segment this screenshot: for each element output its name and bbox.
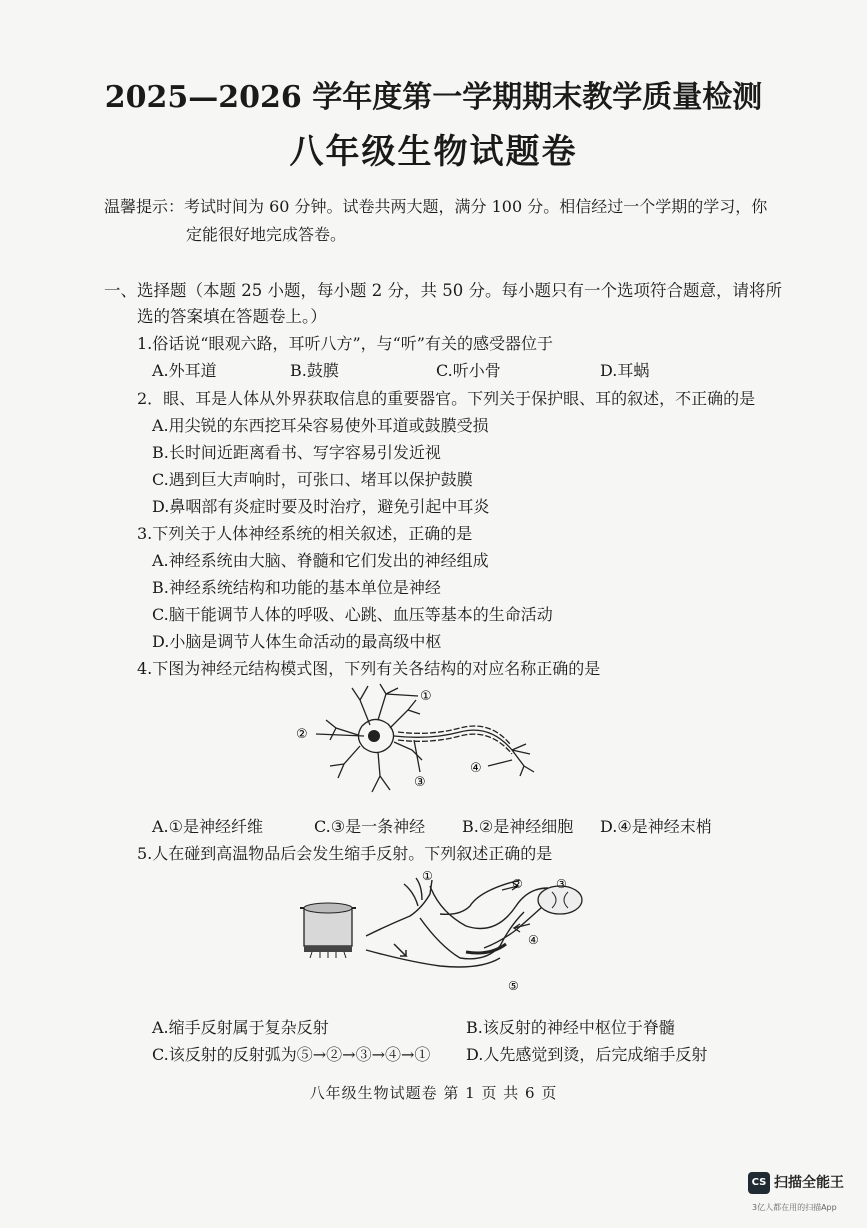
scanner-tagline: 3亿人都在用的扫描App (752, 1203, 837, 1212)
leader-line (414, 740, 420, 772)
question-5-stem: 5.人在碰到高温物品后会发生缩手反射。下列叙述正确的是 (137, 844, 553, 863)
section-heading-line-2: 选的答案填在答题卷上。） (137, 307, 327, 326)
question-5-option-b: B.该反射的神经中枢位于脊髓 (466, 1018, 675, 1037)
neuron-diagram (290, 680, 550, 800)
withdraw-arrow (394, 944, 406, 956)
upper-arm (440, 880, 520, 914)
question-4-option-d: D.④是神经末梢 (600, 817, 712, 836)
question-5-option-c: C.该反射的反射弧为⑤→②→③→④→① (152, 1045, 431, 1064)
question-1-option-a: A.外耳道 (152, 361, 217, 380)
neuron-label-1: ① (420, 689, 432, 704)
question-3-option-d: D.小脑是调节人体生命活动的最高级中枢 (152, 632, 442, 651)
question-2-option-d: D.鼻咽部有炎症时要及时治疗，避免引起中耳炎 (152, 497, 490, 516)
leader-line (386, 694, 418, 696)
dendrite (372, 752, 390, 792)
neuron-label-4: ④ (470, 761, 482, 776)
nucleus (368, 730, 380, 742)
question-2-option-c: C.遇到巨大声响时，可张口、堵耳以保护鼓膜 (152, 470, 473, 489)
question-2-option-a: A.用尖锐的东西挖耳朵容易使外耳道或鼓膜受损 (152, 416, 489, 435)
reflex-label-2: ② (512, 877, 523, 891)
leader-line (488, 760, 512, 766)
notice-line-1: 温馨提示：考试时间为 60 分钟。试卷共两大题，满分 100 分。相信经过一个学期的学习，你 (104, 197, 768, 216)
sensory-nerve (430, 886, 548, 929)
reflex-label-1: ① (422, 869, 433, 883)
question-1-option-c: C.听小骨 (436, 361, 501, 380)
question-5-option-d: D.人先感觉到烫，后完成缩手反射 (466, 1045, 708, 1064)
question-3-option-a: A.神经系统由大脑、脊髓和它们发出的神经组成 (152, 551, 489, 570)
reflex-label-3: ③ (556, 877, 567, 891)
question-4-option-a: A.①是神经纤维 (152, 817, 263, 836)
forearm (420, 918, 460, 958)
dendrite (352, 686, 370, 725)
question-4-option-c: C.③是一条神经 (314, 817, 426, 836)
hot-pot (300, 903, 356, 958)
exam-subtitle: 八年级生物试题卷 (289, 132, 578, 172)
neuron-label-3: ③ (414, 775, 426, 790)
question-1-stem: 1.俗话说“眼观六路，耳听八方”，与“听”有关的感受器位于 (137, 334, 553, 353)
reflex-label-5: ⑤ (508, 979, 519, 993)
question-1-option-d: D.耳蜗 (600, 361, 650, 380)
section-heading-line-1: 一、选择题（本题 25 小题，每小题 2 分，共 50 分。每小题只有一个选项符合题意，请将所 (104, 281, 782, 300)
dendrite (378, 684, 398, 720)
exam-title: 2025—2026 学年度第一学期期末教学质量检测 (104, 80, 763, 115)
dendrite (330, 746, 360, 778)
hand (366, 880, 432, 936)
page-footer: 八年级生物试题卷 第 1 页 共 6 页 (309, 1084, 558, 1102)
question-3-option-b: B.神经系统结构和功能的基本单位是神经 (152, 578, 441, 597)
question-1-option-b: B.鼓膜 (290, 361, 339, 380)
reflex-arc-diagram (290, 866, 590, 996)
neuron-label-2: ② (296, 727, 308, 742)
question-4-stem: 4.下图为神经元结构模式图，下列有关各结构的对应名称正确的是 (137, 659, 601, 678)
question-4-option-b: B.②是神经细胞 (462, 817, 574, 836)
hand (404, 878, 422, 906)
dendrite (390, 700, 420, 728)
question-5-option-a: A.缩手反射属于复杂反射 (152, 1018, 329, 1037)
question-3-option-c: C.脑干能调节人体的呼吸、心跳、血压等基本的生命活动 (152, 605, 553, 624)
reflex-label-4: ④ (528, 933, 539, 947)
question-3-stem: 3.下列关于人体神经系统的相关叙述，正确的是 (137, 524, 473, 543)
scanner-logo-icon: CS (748, 1172, 770, 1194)
nerve-ending (512, 744, 534, 776)
question-2-stem: 2．眼、耳是人体从外界获取信息的重要器官。下列关于保护眼、耳的叙述，不正确的是 (137, 389, 756, 408)
dendrite (326, 720, 358, 740)
scanner-app-name: 扫描全能王 (774, 1175, 844, 1191)
notice-line-2: 定能很好地完成答卷。 (186, 225, 347, 244)
question-2-option-b: B.长时间近距离看书、写字容易引发近视 (152, 443, 441, 462)
